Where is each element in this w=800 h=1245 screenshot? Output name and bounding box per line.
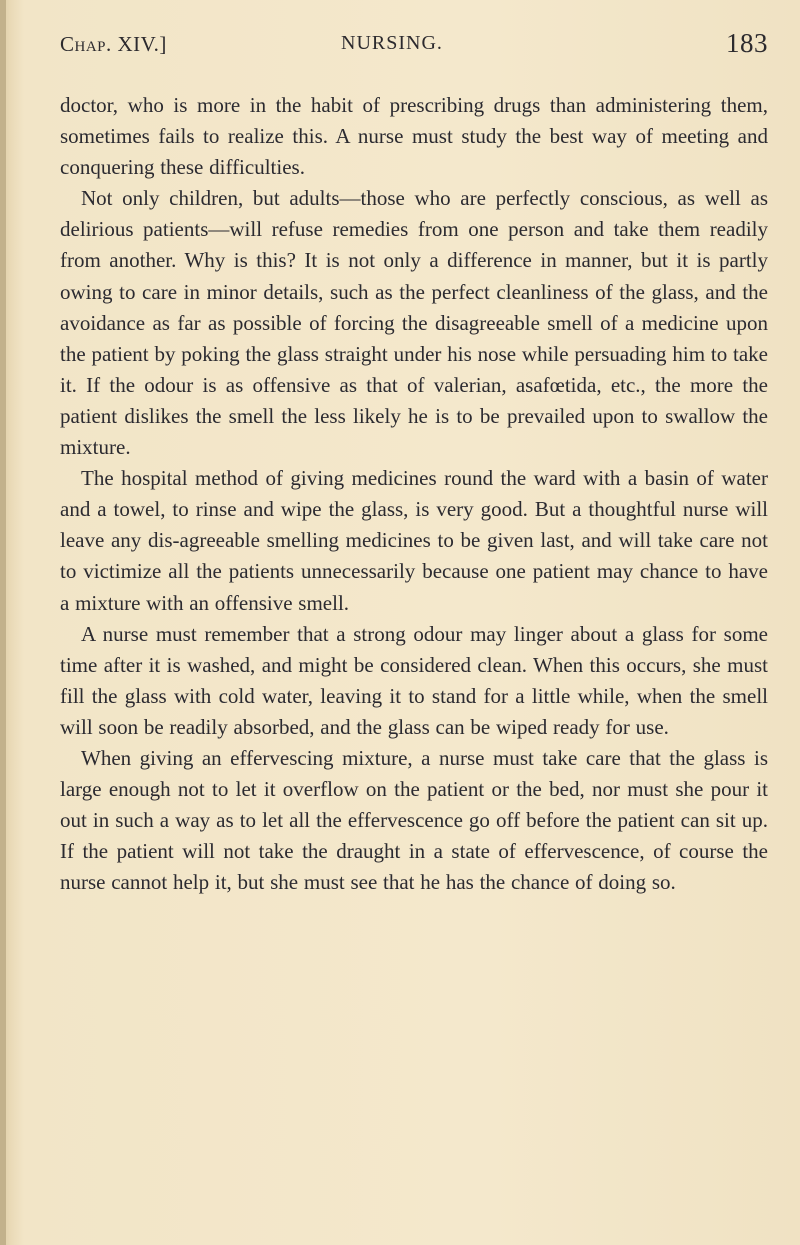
- paragraph: The hospital method of giving medicines round the ward with a basin of water and a towel, to rinse and wipe the glass, is very good. But a thoughtful nurse will leave any dis-agreeable smelling medicines to be given last, and will take care not to victimize all the patients unnecessarily because one patient may chance to have a mixture with an offensive smell.: [60, 466, 768, 615]
- body-text: [60, 90, 768, 898]
- paragraph: When giving an effervescing mixture, a nurse must take care that the glass is large enough not to let it overflow on the patient or the bed, nor must she pour it out in such a way as to let all the effervescence go off before the patient can sit up. If the patient will not take the draught in a state of effervescence, of course the nurse cannot help it, but she must see that he has the chance of doing so.: [60, 745, 768, 895]
- paragraph-continued: doctor, who is more in the habit of prescribing drugs than administering them, sometimes fails to realize this. A nurse must study the best way of meeting and conquering these difficulties.: [60, 93, 768, 180]
- running-title: NURSING.: [341, 32, 443, 54]
- paragraph: A nurse must remember that a strong odour may linger about a glass for some time after it is washed, and might be considered clean. When this occurs, she must fill the glass with cold water, leaving it to stand for a little while, when the smell will soon be readily absorbed, and the glass can be wiped ready for use.: [60, 621, 768, 739]
- chapter-label: Chap. XIV.]: [60, 32, 167, 56]
- running-head: [60, 28, 768, 64]
- page-number: 183: [726, 28, 768, 58]
- paragraph: Not only children, but adults—those who are perfectly conscious, as well as delirious patients—will refuse remedies from one person and take them readily from another. Why is this? It is not only a difference in manner, but it is partly owing to care in minor details, such as the perfect cleanliness of the glass, and the avoidance as far as possible of forcing the disagreeable smell of a medicine upon the patient by poking the glass straight under his nose while persuading him to take it. If the odour is as offensive as that of valerian, asafœtida, etc., the more the patient dislikes the smell the less likely he is to be prevailed upon to swallow the mixture.: [60, 186, 768, 460]
